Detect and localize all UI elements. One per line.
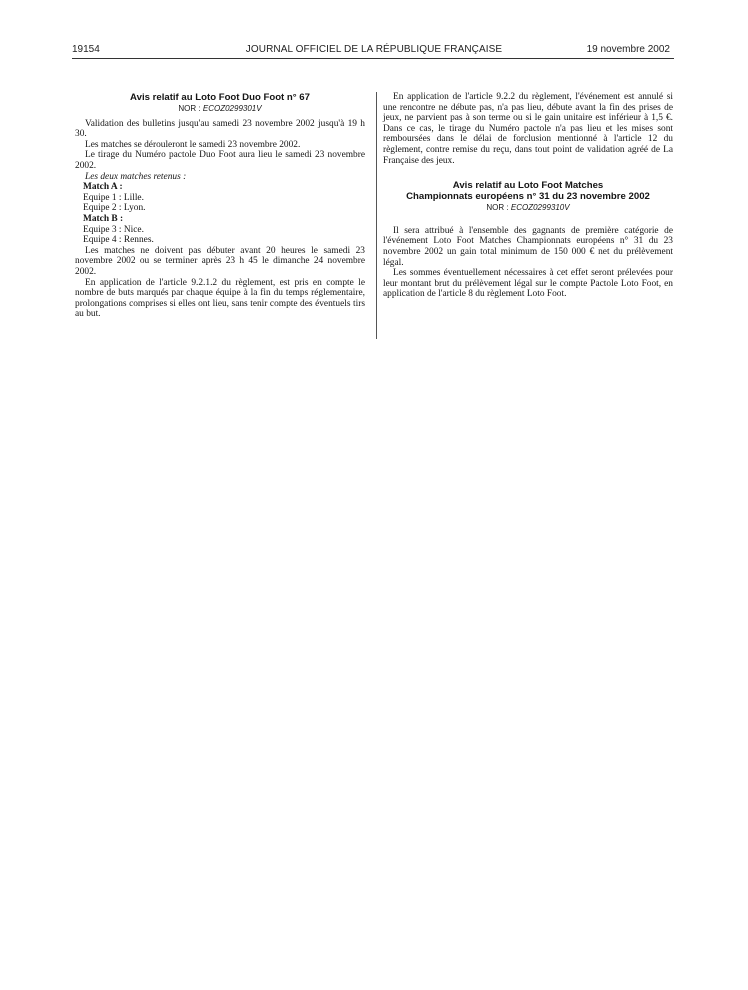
column-divider: [376, 92, 377, 339]
avis1-paragraph-article-9212: En application de l'article 9.2.1.2 du règlement, est pris en compte le nombre de buts marqués par chaque équipe à la fin du temps réglementaire, prolongations comprises si elles ont lieu, sans tenir compte des éventuels tirs au but.: [75, 277, 365, 320]
avis2-nor-label: NOR :: [486, 203, 509, 213]
header-rule: [72, 58, 674, 59]
equipe-1: Equipe 1 : Lille.: [83, 192, 144, 203]
equipe-4: Equipe 4 : Rennes.: [83, 235, 154, 246]
avis1-nor-code: ECOZ0299301V: [202, 104, 262, 113]
avis1-nor: [75, 104, 365, 115]
avis2-title-line1: Avis relatif au Loto Foot Matches: [452, 180, 604, 192]
equipe-3: Equipe 3 : Nice.: [83, 224, 144, 235]
match-a-label: Match A :: [83, 182, 123, 193]
avis1-title: Avis relatif au Loto Foot Duo Foot n° 67: [130, 92, 310, 103]
avis1-paragraph-horaires: Les matches ne doivent pas débuter avant 20 heures le samedi 23 novembre 2002 ou se terminer après 23 h 45 le dimanche 24 novembre 2002.: [75, 245, 365, 277]
equipe-2: Equipe 2 : Lyon.: [83, 203, 146, 214]
avis1-paragraph-matches-date: Les matches se dérouleront le samedi 23 novembre 2002.: [85, 139, 301, 150]
avis2-paragraph-sommes: Les sommes éventuellement nécessaires à cet effet seront prélevées pour leur montant brut du prélèvement légal sur le compte Pactole Loto Foot, en application de l'article 8 du règlement Loto Foot.: [383, 268, 673, 300]
avis2-nor: [383, 203, 673, 214]
match-b-label: Match B :: [83, 213, 124, 224]
left-column: [75, 92, 365, 320]
page-number: 19154: [72, 44, 100, 55]
journal-title: JOURNAL OFFICIEL DE LA RÉPUBLIQUE FRANÇAISE: [245, 44, 503, 55]
avis1-paragraph-validation: Validation des bulletins jusqu'au samedi 23 novembre 2002 jusqu'à 19 h 30.: [75, 118, 365, 140]
avis1-matches-retenus: Les deux matches retenus :: [85, 171, 187, 182]
avis1-paragraph-tirage: Le tirage du Numéro pactole Duo Foot aura lieu le samedi 23 novembre 2002.: [75, 150, 365, 171]
avis2-paragraph-gain: Il sera attribué à l'ensemble des gagnants de première catégorie de l'événement Loto Foot Matches Championnats européens n° 31 du 23 novembre 2002 un gain total minimum de 150 000 € net du prélèvement légal.: [383, 225, 673, 268]
avis2-title-line2: Championnats européens n° 31 du 23 novembre 2002: [406, 191, 650, 203]
avis2-nor-code: ECOZ0299310V: [510, 203, 570, 213]
issue-date: 19 novembre 2002: [586, 44, 670, 55]
right-column: [383, 92, 673, 300]
avis1-nor-label: NOR :: [178, 104, 201, 113]
avis1-paragraph-article-922: En application de l'article 9.2.2 du règlement, l'événement est annulé si une rencontre ne débute pas, n'a pas lieu, débute avant la fin des prises de jeux, ne parvient pas à son terme ou si le gain unitaire est inférieur à 1,5 €. Dans ce cas, le tirage du Numéro pactole n'a pas lieu et les mises sont remboursées dans le délai de forclusion mentionné à l'article 12 du règlement, contre remise du reçu, dans tout point de validation agréé de La Française des jeux.: [383, 92, 673, 166]
